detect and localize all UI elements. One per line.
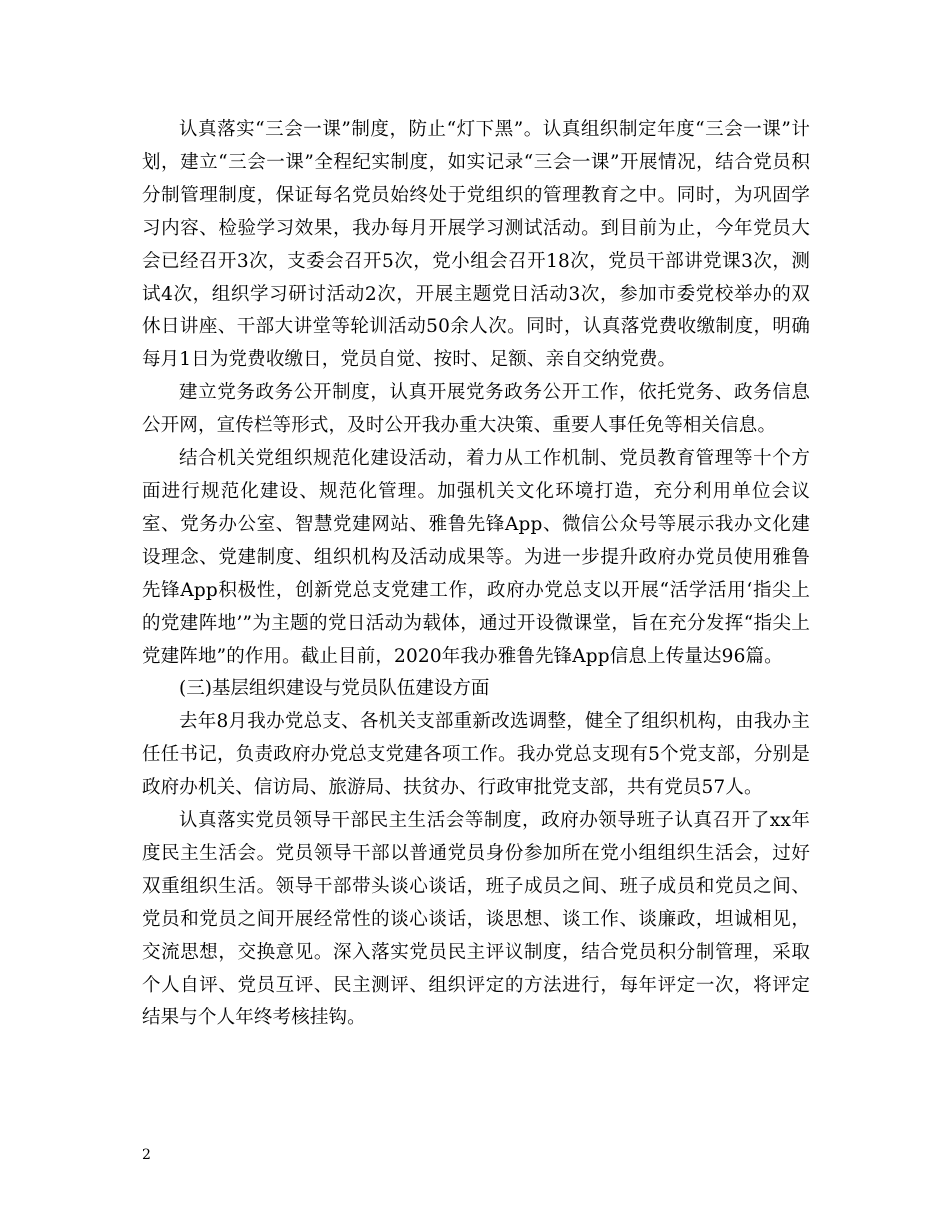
document-body bbox=[142, 114, 810, 1035]
paragraph-democratic-life: 认真落实党员领导干部民主生活会等制度，政府办领导班子认真召开了xx年度民主生活会。党员领导干部以普通党员身份参加所在党小组组织生活会，过好双重组织生活。领导干部带头谈心谈话，班子成员之间、班子成员和党员之间、党员和党员之间开展经常性的谈心谈话，谈思想、谈工作、谈廉政，坦诚相见，交流思想，交换意见。深入落实党员民主评议制度，结合党员积分制管理，采取个人自评、党员互评、民主测评、组织评定的方法进行，每年评定一次，将评定结果与个人年终考核挂钩。 bbox=[142, 810, 810, 1029]
paragraph-reorganization: 去年8月我办党总支、各机关支部重新改选调整，健全了组织机构，由我办主任任书记，负责政府办党总支党建各项工作。我办党总支现有5个党支部，分别是政府办机关、信访局、旅游局、扶贫办、行政审批党支部，共有党员57人。 bbox=[142, 711, 810, 799]
paragraph-standardization: 结合机关党组织规范化建设活动，着力从工作机制、党员教育管理等十个方面进行规范化建设、规范化管理。加强机关文化环境打造，充分利用单位会议室、党务办公室、智慧党建网站、雅鲁先锋App、微信公众号等展示我办文化建设理念、党建制度、组织机构及活动成果等。为进一步提升政府办党员使用雅鲁先锋App积极性，创新党总支党建工作，政府办党总支以开展“活学活用‘指尖上的党建阵地’”为主题的党日活动为载体，通过开设微课堂，旨在充分发挥“指尖上党建阵地”的作用。截止目前，2020年我办雅鲁先锋App信息上传量达96篇。 bbox=[142, 448, 810, 667]
paragraph-three-meetings: 认真落实“三会一课”制度，防止“灯下黑”。认真组织制定年度“三会一课”计划，建立“三会一课”全程纪实制度，如实记录“三会一课”开展情况，结合党员积分制管理制度，保证每名党员始终处于党组织的管理教育之中。同时，为巩固学习内容、检验学习效果，我办每月开展学习测试活动。到目前为止，今年党员大会已经召开3次，支委会召开5次，党小组会召开18次，党员干部讲党课3次，测试4次，组织学习研讨活动2次，开展主题党日活动3次，参加市委党校举办的双休日讲座、干部大讲堂等轮训活动50余人次。同时，认真落党费收缴制度，明确每月1日为党费收缴日，党员自觉、按时、足额、亲自交纳党费。 bbox=[142, 119, 810, 371]
page-number: 2 bbox=[142, 1147, 151, 1163]
section-heading: (三)基层组织建设与党员队伍建设方面 bbox=[179, 678, 490, 700]
paragraph-open-affairs: 建立党务政务公开制度，认真开展党务政务公开工作，依托党务、政务信息公开网，宣传栏等形式，及时公开我办重大决策、重要人事任免等相关信息。 bbox=[142, 382, 810, 437]
